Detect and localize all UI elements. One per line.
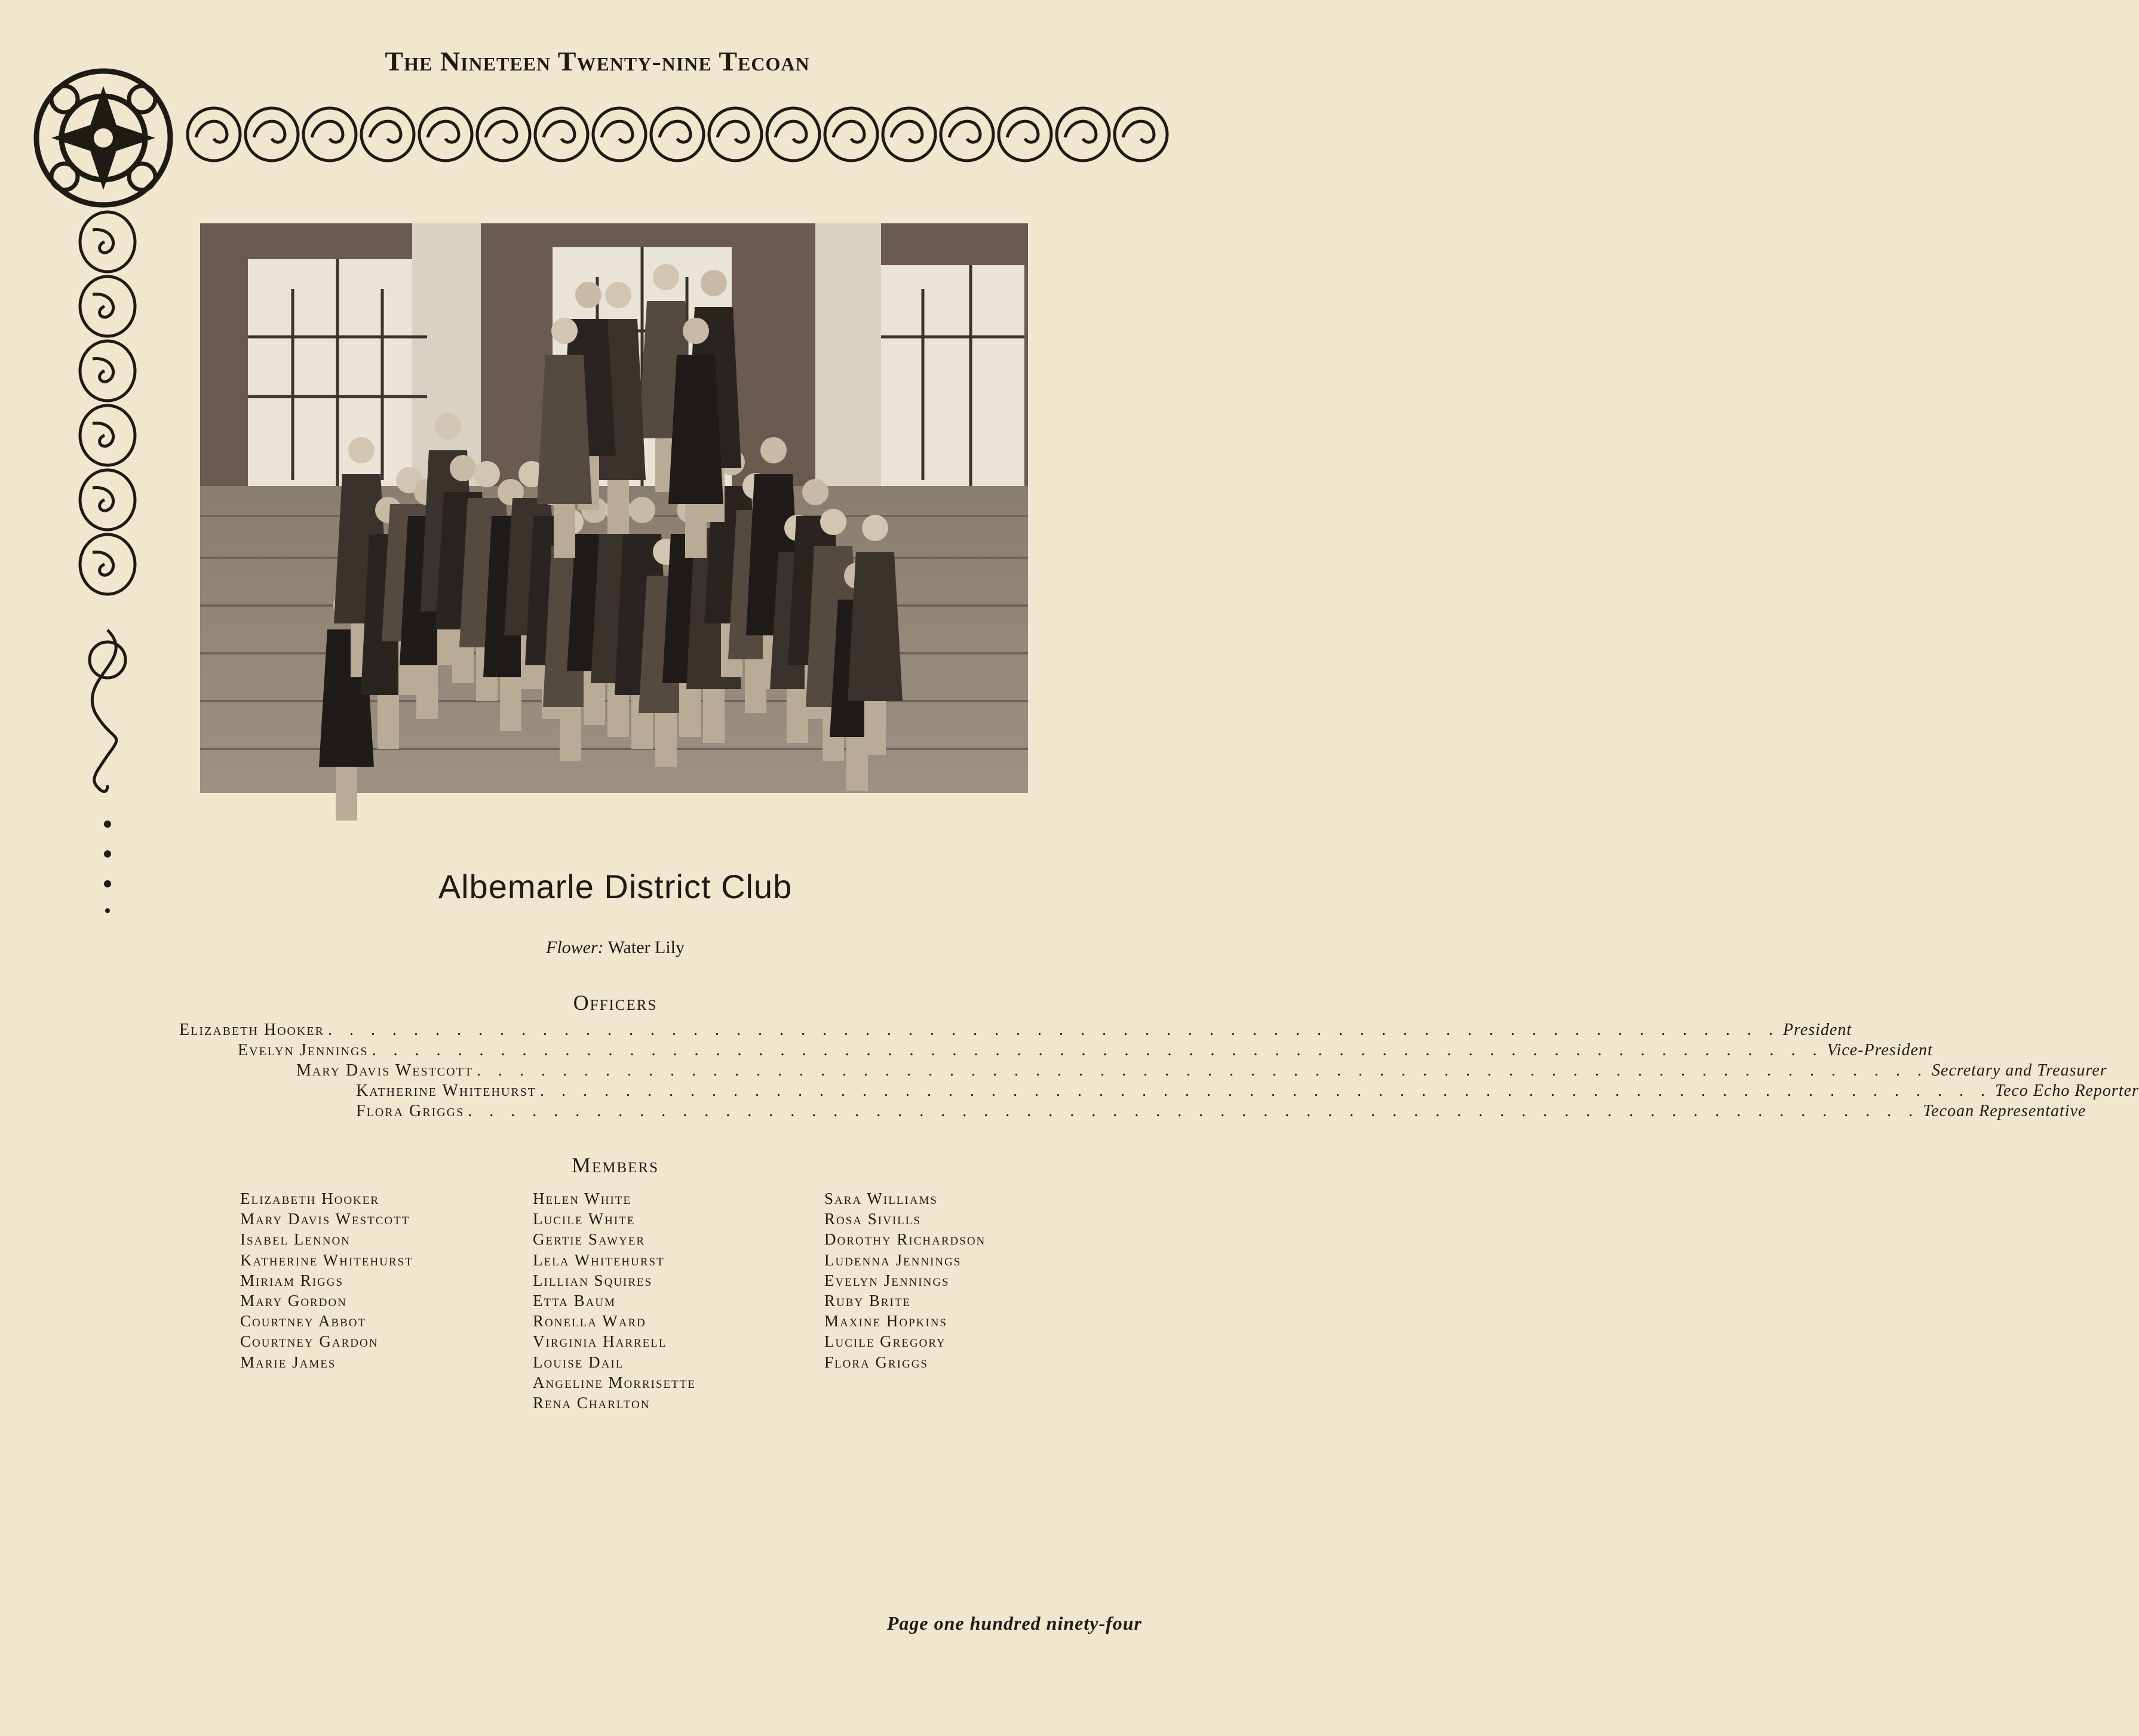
officer-role: Secretary and Treasurer xyxy=(1932,1061,2107,1080)
officer-role: Teco Echo Reporter xyxy=(1995,1081,2139,1100)
officer-role: President xyxy=(1782,1021,1852,1039)
vertical-scroll-ornament xyxy=(72,218,143,929)
page-number: Page one hundred ninety-four xyxy=(886,1612,1142,1634)
flower-label: Flower: xyxy=(546,938,604,957)
dot-leader: . . . . . . . . . . . . . . . . . . . . . . . . . . . . . . . . . . . . . . . . . . . . . . . . . . . . . . . . . . . . . . . . . . . . xyxy=(540,1081,1992,1100)
members-heading: Members xyxy=(571,1153,659,1177)
member-name: Elizabeth Hooker xyxy=(240,1190,380,1207)
officer-row xyxy=(356,1081,2139,1101)
member-name: Sara Williams xyxy=(824,1190,938,1207)
dot-leader: . . . . . . . . . . . . . . . . . . . . . . . . . . . . . . . . . . . . . . . . . . . . . . . . . . . . . . . . . . . . . . . . . . . . xyxy=(327,1021,1779,1039)
member-name: Angeline Morrisette xyxy=(533,1373,696,1391)
member-name: Ludenna Jennings xyxy=(824,1250,962,1269)
club-title: Albemarle District Club xyxy=(438,868,793,905)
member-name: Katherine Whitehurst xyxy=(240,1250,413,1269)
group-photo xyxy=(200,223,1028,793)
member-name: Courtney Gardon xyxy=(240,1332,379,1351)
members-column-1 xyxy=(240,1188,413,1372)
members-column-3 xyxy=(824,1188,986,1372)
officer-row xyxy=(179,1021,1852,1040)
member-name: Lillian Squires xyxy=(533,1271,653,1289)
members-column-2 xyxy=(533,1188,696,1413)
member-name: Lucile Gregory xyxy=(824,1332,946,1351)
scroll-border-ornament xyxy=(185,102,1171,167)
member-name: Mary Davis Westcott xyxy=(240,1210,410,1228)
member-name: Rosa Sivills xyxy=(824,1210,921,1228)
flower-line xyxy=(0,938,1230,958)
member-name: Isabel Lennon xyxy=(240,1230,351,1249)
dot-leader: . . . . . . . . . . . . . . . . . . . . . . . . . . . . . . . . . . . . . . . . . . . . . . . . . . . . . . . . . . . . . . . . . . . . xyxy=(468,1102,1920,1120)
member-name: Evelyn Jennings xyxy=(824,1271,950,1289)
member-name: Ruby Brite xyxy=(824,1292,912,1310)
officer-name: Evelyn Jennings xyxy=(238,1041,369,1059)
flower-value: Water Lily xyxy=(607,938,685,957)
member-name: Louise Dail xyxy=(533,1353,624,1371)
officer-name: Elizabeth Hooker xyxy=(179,1021,324,1039)
member-name: Dorothy Richardson xyxy=(824,1230,986,1249)
officer-name: Katherine Whitehurst xyxy=(356,1081,537,1100)
member-name: Lucile White xyxy=(533,1210,636,1228)
member-name: Courtney Abbot xyxy=(240,1312,367,1331)
rosette-ornament-icon xyxy=(31,66,176,210)
member-name: Flora Griggs xyxy=(824,1353,928,1371)
officer-role: Vice-President xyxy=(1827,1041,1933,1059)
officer-name: Mary Davis Westcott xyxy=(296,1061,474,1080)
running-head: The Nineteen Twenty-nine Tecoan xyxy=(385,46,810,76)
dot-leader: . . . . . . . . . . . . . . . . . . . . . . . . . . . . . . . . . . . . . . . . . . . . . . . . . . . . . . . . . . . . . . . . . . . . xyxy=(477,1061,1929,1080)
officer-role: Tecoan Representative xyxy=(1923,1102,2086,1120)
member-name: Etta Baum xyxy=(533,1292,616,1310)
dot-leader: . . . . . . . . . . . . . . . . . . . . . . . . . . . . . . . . . . . . . . . . . . . . . . . . . . . . . . . . . . . . . . . . . . . . xyxy=(372,1041,1824,1059)
officer-name: Flora Griggs xyxy=(356,1102,465,1120)
member-name: Ronella Ward xyxy=(533,1312,646,1331)
member-name: Virginia Harrell xyxy=(533,1332,667,1351)
member-name: Lela Whitehurst xyxy=(533,1250,665,1269)
officer-row xyxy=(296,1061,2107,1080)
officer-row xyxy=(356,1102,2086,1121)
member-name: Mary Gordon xyxy=(240,1292,347,1310)
member-name: Gertie Sawyer xyxy=(533,1230,646,1249)
member-name: Rena Charlton xyxy=(533,1394,650,1412)
member-name: Marie James xyxy=(240,1353,336,1371)
member-name: Maxine Hopkins xyxy=(824,1312,947,1331)
member-name: Helen White xyxy=(533,1190,632,1207)
member-name: Miriam Riggs xyxy=(240,1271,344,1289)
officer-row xyxy=(238,1041,1933,1060)
officers-heading: Officers xyxy=(573,991,658,1015)
